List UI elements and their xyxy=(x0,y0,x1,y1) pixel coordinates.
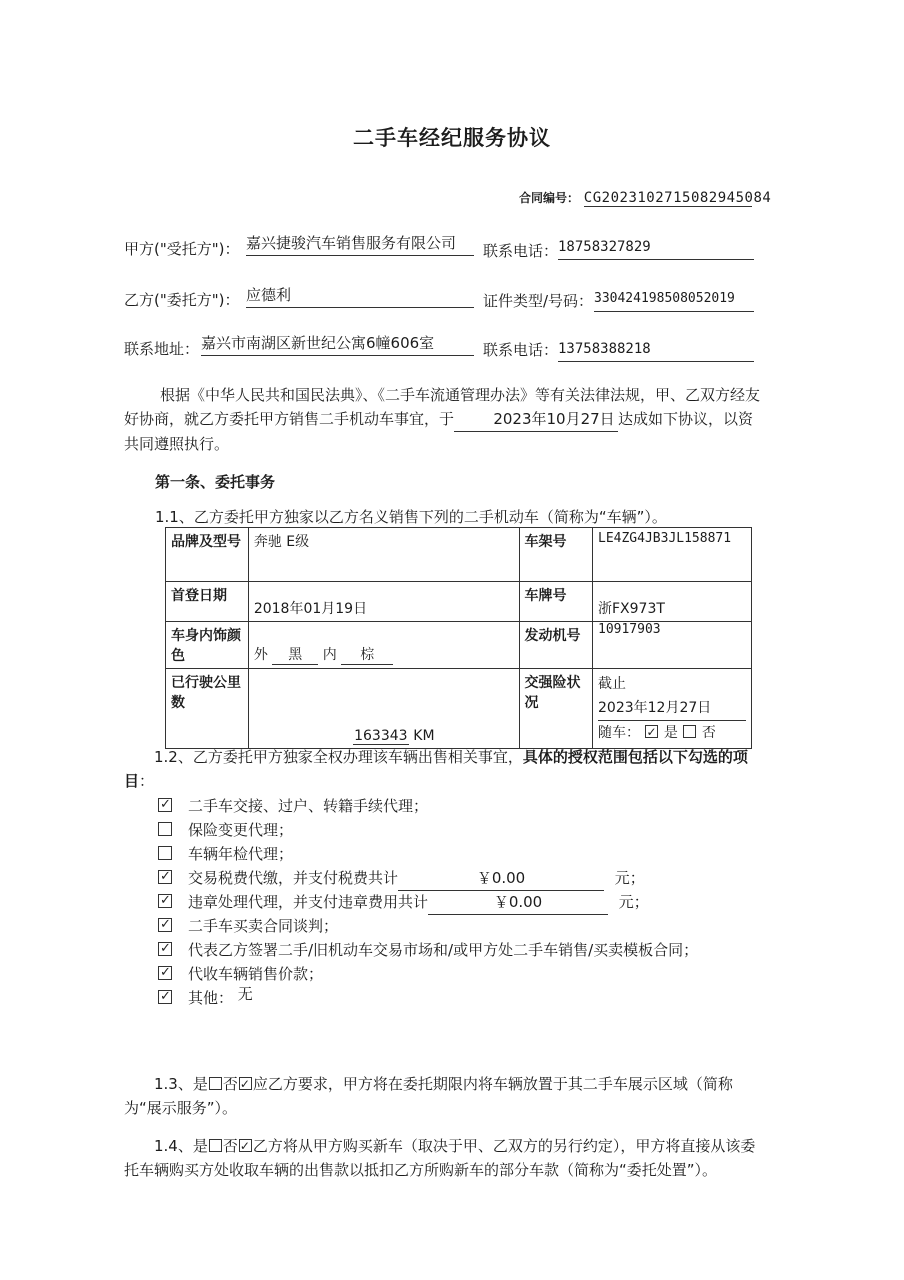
inner-color: 棕 xyxy=(341,644,393,665)
outer-color: 黑 xyxy=(272,644,318,665)
clause-1-2-tail: ： xyxy=(139,772,155,790)
clause-1-3-no-checkbox[interactable] xyxy=(239,1077,252,1090)
option-sign-contract-label: 代表乙方签署二手/旧机动车交易市场和/或甲方处二手车销售/买卖模板合同； xyxy=(188,941,699,959)
party-a-label: 甲方("受托方")： xyxy=(124,240,240,258)
option-tax-checkbox[interactable] xyxy=(158,870,172,884)
clause-1-3 xyxy=(124,1072,764,1120)
party-b-id-label: 证件类型/号码： xyxy=(483,292,594,310)
option-insurance-checkbox[interactable] xyxy=(158,822,172,836)
mileage-unit: KM xyxy=(413,728,435,744)
option-collect-payment-checkbox[interactable] xyxy=(158,966,172,980)
intro-text-2: 达成如下协议，以资共同遵照执行。 xyxy=(124,410,754,453)
option-collect-payment-label: 代收车辆销售价款； xyxy=(188,965,324,983)
address-value: 嘉兴市南湖区新世纪公寓6幢606室 xyxy=(201,333,474,356)
with-car-label: 随车： xyxy=(598,725,640,741)
clause-1-4 xyxy=(124,1134,764,1182)
contract-number: CG2023102715082945084 xyxy=(583,190,772,206)
option-sign-contract xyxy=(158,938,698,962)
option-negotiation-checkbox[interactable] xyxy=(158,918,172,932)
option-other-label: 其他： xyxy=(188,989,234,1007)
mileage-value: 163343 xyxy=(354,728,408,744)
party-b-label: 乙方("委托方")： xyxy=(124,291,240,309)
color-label: 车身内饰颜色 xyxy=(166,622,249,669)
party-a-name: 嘉兴捷骏汽车销售服务有限公司 xyxy=(246,233,474,256)
mileage-label: 已行驶公里数 xyxy=(166,669,249,749)
clause-1-2-text: 1.2、乙方委托甲方独家全权办理该车辆出售相关事宜， xyxy=(154,748,523,766)
party-b-name: 应德利 xyxy=(246,285,474,308)
vehicle-table xyxy=(165,527,752,749)
yes-checkbox[interactable] xyxy=(645,725,658,738)
tax-amount: ￥0.00 xyxy=(398,866,604,891)
party-b-id-number: 330424198508052019 xyxy=(594,289,754,312)
clause-1-3-yes-checkbox[interactable] xyxy=(209,1077,222,1090)
violation-unit: 元； xyxy=(618,893,649,911)
vin-value: LE4ZG4JB3JL158871 xyxy=(593,528,752,582)
vin-label: 车架号 xyxy=(519,528,592,582)
option-violation-checkbox[interactable] xyxy=(158,894,172,908)
option-transfer-label: 二手车交接、过户、转籍手续代理； xyxy=(188,797,429,815)
mileage-cell xyxy=(248,669,519,749)
insurance-label: 交强险状况 xyxy=(519,669,592,749)
insurance-cell xyxy=(593,669,752,749)
violation-amount: ￥0.00 xyxy=(428,890,608,915)
option-inspection xyxy=(158,842,293,866)
until-label: 截止 xyxy=(598,676,626,692)
option-tax xyxy=(158,866,645,890)
clause-1-4-yes-checkbox[interactable] xyxy=(209,1139,222,1152)
clause-1-2 xyxy=(124,745,764,793)
clause-1-4-no-label: 否 xyxy=(222,1137,238,1155)
engine-label: 发动机号 xyxy=(519,622,592,669)
clause-1-4-text: 乙方将从甲方购买新车（取决于甲、乙双方的另行约定），甲方将直接从该委托车辆购买方处收取车辆的出售款以抵扣乙方所购新车的部分车款（简称为“委托处置”）。 xyxy=(124,1137,756,1179)
option-transfer xyxy=(158,794,428,818)
insurance-until: 2023年12月27日 xyxy=(598,696,746,721)
address-label: 联系地址： xyxy=(124,340,200,358)
color-value xyxy=(248,622,519,669)
brand-value: 奔驰 E级 xyxy=(248,528,519,582)
option-insurance xyxy=(158,818,293,842)
reg-date-value: 2018年01月19日 xyxy=(248,582,519,622)
clause-1-3-prefix: 1.3、是 xyxy=(154,1075,208,1093)
intro-text-1: 根据《中华人民共和国民法典》、《二手车流通管理办法》等有关法律法规，甲、乙双方经友好协商，就乙方委托甲方销售二手机动车事宜，于 xyxy=(124,386,761,428)
tax-unit: 元； xyxy=(614,869,645,887)
option-transfer-checkbox[interactable] xyxy=(158,798,172,812)
engine-value: 10917903 xyxy=(593,622,752,669)
party-b-phone-label: 联系电话： xyxy=(483,341,559,359)
no-checkbox[interactable] xyxy=(683,725,696,738)
party-a-phone-label: 联系电话： xyxy=(483,242,559,260)
clause-1-4-no-checkbox[interactable] xyxy=(239,1139,252,1152)
clause-1-3-no-label: 否 xyxy=(222,1075,238,1093)
option-violation xyxy=(158,890,649,914)
agreement-date: 2023年10月27日 xyxy=(454,407,618,432)
option-inspection-checkbox[interactable] xyxy=(158,846,172,860)
option-other-checkbox[interactable] xyxy=(158,990,172,1004)
clause-1-1: 1.1、乙方委托甲方独家以乙方名义销售下列的二手机动车（简称为“车辆”）。 xyxy=(155,508,667,526)
option-negotiation-label: 二手车买卖合同谈判； xyxy=(188,917,339,935)
option-negotiation xyxy=(158,914,338,938)
party-b-phone: 13758388218 xyxy=(558,339,754,362)
contract-number-label: 合同编号： xyxy=(519,191,580,205)
option-insurance-label: 保险变更代理； xyxy=(188,821,294,839)
clause-1-4-prefix: 1.4、是 xyxy=(154,1137,208,1155)
brand-label: 品牌及型号 xyxy=(166,528,249,582)
outer-color-label: 外 xyxy=(253,647,268,663)
no-label: 否 xyxy=(701,725,716,741)
option-inspection-label: 车辆年检代理； xyxy=(188,845,294,863)
option-other-value: 无 xyxy=(237,985,253,1003)
clause-1-3-text: 应乙方要求，甲方将在委托期限内将车辆放置于其二手车展示区域（简称为“展示服务”）。 xyxy=(124,1075,733,1117)
option-sign-contract-checkbox[interactable] xyxy=(158,942,172,956)
option-collect-payment xyxy=(158,962,323,986)
plate-value: 浙FX973T xyxy=(593,582,752,622)
with-car-row xyxy=(598,721,746,745)
option-other xyxy=(158,986,253,1010)
party-a-phone: 18758327829 xyxy=(558,237,754,260)
insurance-until-row xyxy=(598,672,746,721)
option-tax-label: 交易税费代缴，并支付税费共计 xyxy=(188,869,399,887)
intro-paragraph xyxy=(124,383,764,456)
inner-color-label: 内 xyxy=(322,647,337,663)
yes-label: 是 xyxy=(663,725,678,741)
plate-label: 车牌号 xyxy=(519,582,592,622)
article-1-title: 第一条、委托事务 xyxy=(155,473,276,491)
option-violation-label: 违章处理代理，并支付违章费用共计 xyxy=(188,893,429,911)
contract-number-row xyxy=(519,188,772,207)
document-title: 二手车经纪服务协议 xyxy=(353,126,551,150)
clause-1-2-bold: 具体的授权范围包括以下勾选的项目 xyxy=(124,748,748,790)
reg-date-label: 首登日期 xyxy=(166,582,249,622)
